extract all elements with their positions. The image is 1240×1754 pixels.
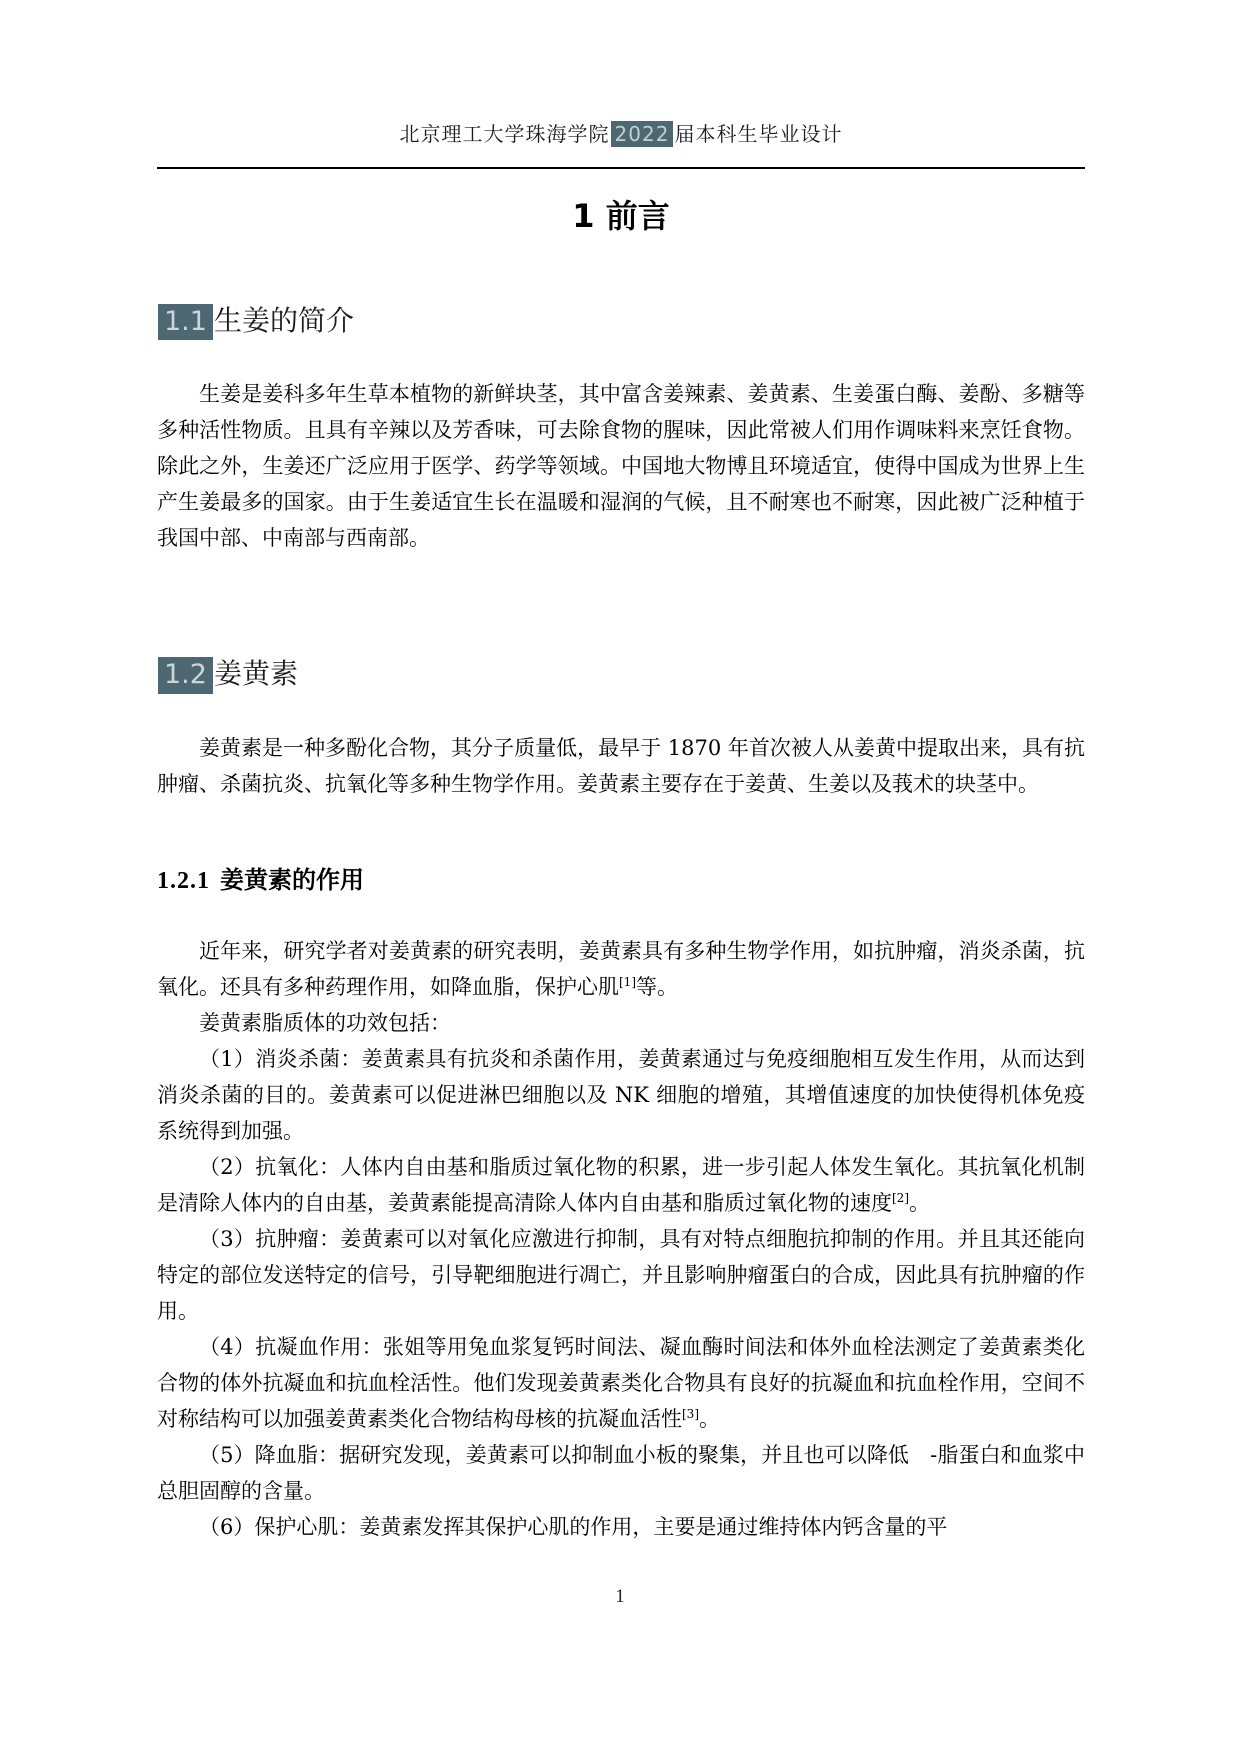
section-title-1-1: 生姜的简介: [213, 304, 354, 337]
list-item-2: （2）抗氧化：人体内自由基和脂质过氧化物的积累，进一步引起人体发生氧化。其抗氧化机制是清除人体内的自由基，姜黄素能提高清除人体内自由基和脂质过氧化物的速度[2]。: [157, 1154, 1085, 1215]
section-title-1-2: 姜黄素: [213, 657, 298, 691]
list-item-5: （5）降血脂：据研究发现，姜黄素可以抑制血小板的聚集，并且也可以降低 -脂蛋白和血浆中总胆固醇的含量。: [157, 1442, 1085, 1503]
header-divider: [157, 167, 1085, 169]
list-item-6: （6）保护心肌：姜黄素发挥其保护心肌的作用，主要是通过维持体内钙含量的平: [199, 1514, 948, 1539]
section-heading-1-2-1: [157, 860, 1085, 895]
header-year-highlight: 2022: [611, 121, 674, 147]
section-heading-1-2: [157, 652, 1085, 693]
section-number-1-2-1: 1.2.1: [157, 867, 210, 894]
list-item-1: （1）消炎杀菌：姜黄素具有抗炎和杀菌作用，姜黄素通过与免疫细胞相互发生作用，从而达到消炎杀菌的目的。姜黄素可以促进淋巴细胞以及 NK 细胞的增殖，其增值速度的加快使得机体免疫系统得到加强。: [157, 1046, 1085, 1143]
running-header: [157, 118, 1085, 147]
list-item-4: （4）抗凝血作用：张姐等用兔血浆复钙时间法、凝血酶时间法和体外血栓法测定了姜黄素类化合物的体外抗凝血和抗血栓活性。他们发现姜黄素类化合物具有良好的抗凝血和抗血栓作用，空间不对称结构可以加强姜黄素类化合物结构母核的抗凝血活性[3]。: [157, 1334, 1085, 1431]
section-heading-1-1: [157, 299, 1085, 340]
section-number-1-2: 1.2: [158, 657, 213, 693]
section-number-1-1: 1.1: [158, 304, 213, 340]
paragraph-ginger-intro: 生姜是姜科多年生草本植物的新鲜块茎，其中富含姜辣素、姜黄素、生姜蛋白酶、姜酚、多糖等多种活性物质。且具有辛辣以及芳香味，可去除食物的腥味，因此常被人们用作调味料来烹饪食物。除此之外，生姜还广泛应用于医学、药学等领域。中国地大物博且环境适宜，使得中国成为世界上生产生姜最多的国家。由于生姜适宜生长在温暖和湿润的气候，且不耐寒也不耐寒，因此被广泛种植于我国中部、中南部与西南部。: [157, 382, 1085, 551]
paragraph-effects-intro: 近年来，研究学者对姜黄素的研究表明，姜黄素具有多种生物学作用，如抗肿瘤，消炎杀菌，抗氧化。还具有多种药理作用，如降血脂，保护心肌[1]等。: [157, 938, 1085, 999]
header-school-name: 北京理工大学珠海学院: [399, 122, 610, 146]
chapter-title: 1 前言: [572, 197, 670, 235]
list-item-3: （3）抗肿瘤：姜黄素可以对氧化应激进行抑制，具有对特点细胞抗抑制的作用。并且其还能向特定的部位发送特定的信号，引导靶细胞进行凋亡，并且影响肿瘤蛋白的合成，因此具有抗肿瘤的作用。: [157, 1226, 1085, 1323]
paragraph-effects-lead: 姜黄素脂质体的功效包括：: [199, 1010, 451, 1035]
header-suffix: 届本科生毕业设计: [674, 122, 843, 146]
page-number: 1: [615, 1586, 625, 1607]
paragraph-curcumin-intro: 姜黄素是一种多酚化合物，其分子质量低，最早于 1870 年首次被人从姜黄中提取出来，具有抗肿瘤、杀菌抗炎、抗氧化等多种生物学作用。姜黄素主要存在于姜黄、生姜以及莪术的块茎中。: [157, 735, 1085, 796]
section-title-1-2-1: 姜黄素的作用: [220, 865, 364, 894]
